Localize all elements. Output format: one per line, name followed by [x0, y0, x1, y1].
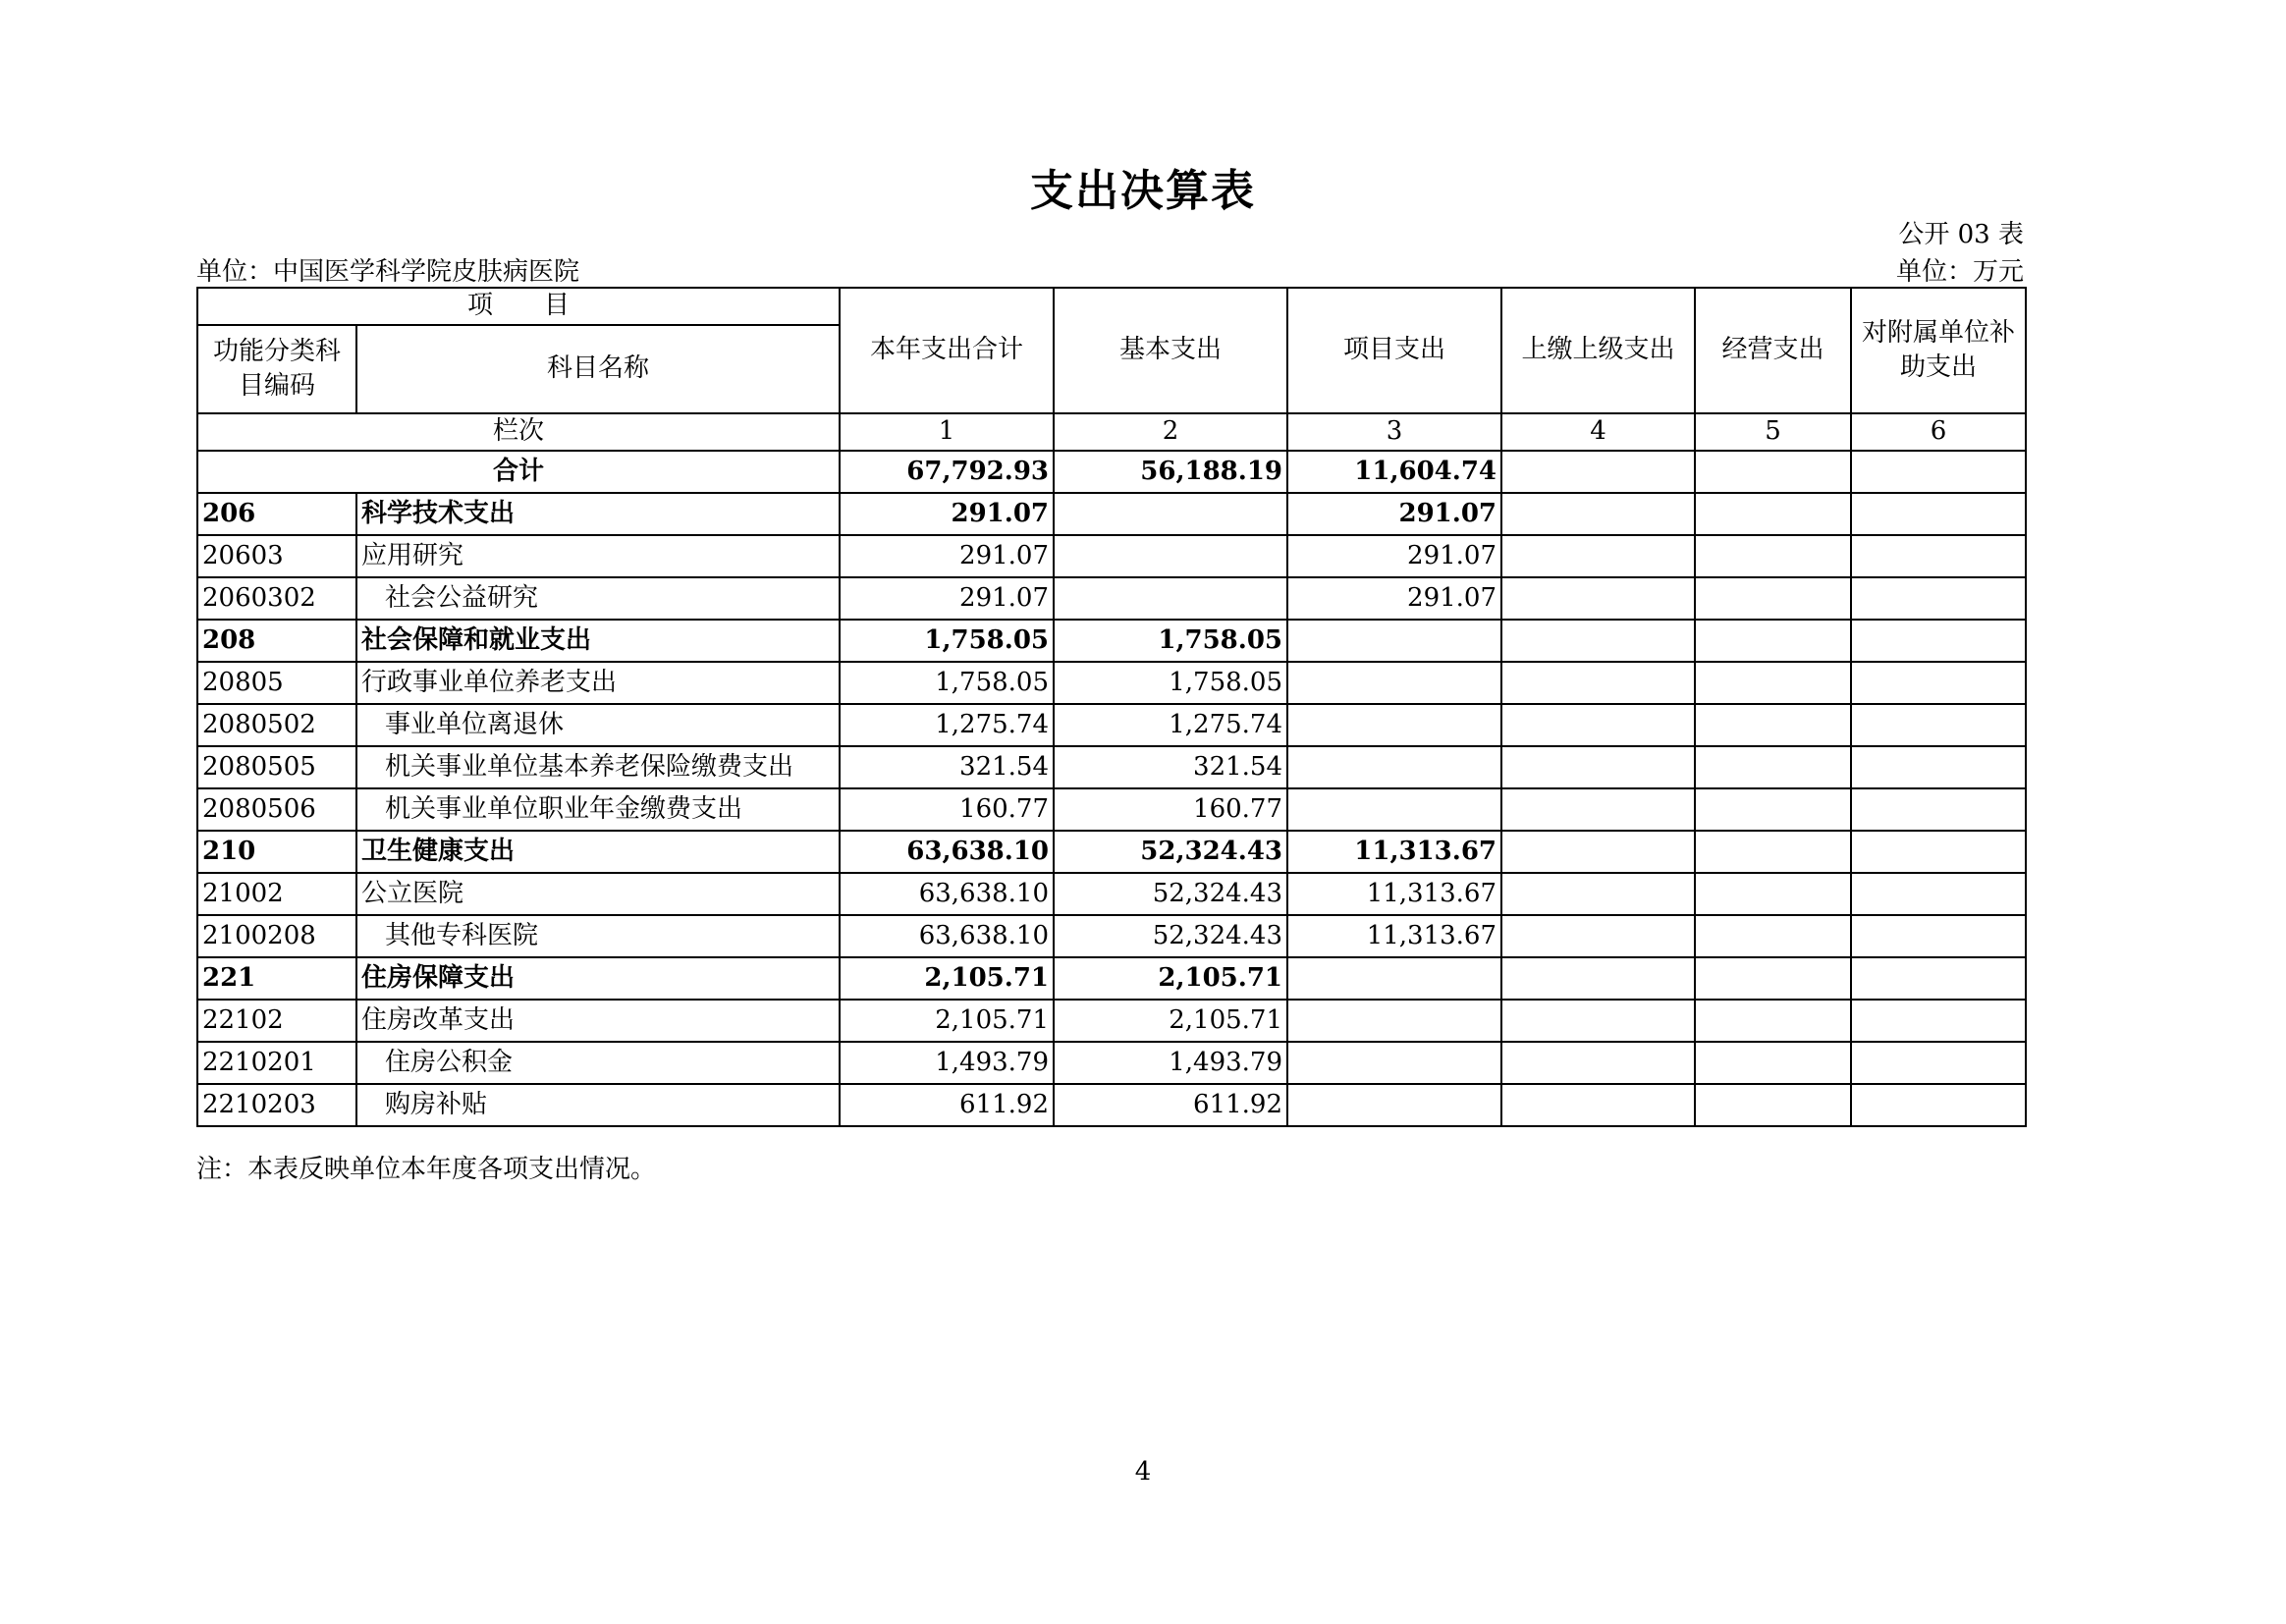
subsidy-cell: [1851, 873, 2026, 915]
subsidy-cell: [1851, 704, 2026, 746]
form-number: 公开 03 表: [1898, 220, 2024, 249]
project-cell: [1287, 746, 1501, 788]
code-cell: 20805: [197, 662, 356, 704]
operation-cell: [1695, 788, 1851, 831]
total-cell: 63,638.10: [840, 873, 1054, 915]
total-cell: 611.92: [840, 1084, 1054, 1126]
upper-cell: [1501, 873, 1695, 915]
header-operation: 经营支出: [1695, 288, 1851, 413]
operation-cell: [1695, 451, 1851, 493]
basic-cell: 611.92: [1054, 1084, 1287, 1126]
header-basic: 基本支出: [1054, 288, 1287, 413]
total-cell: 291.07: [840, 493, 1054, 535]
expenditure-table: [196, 287, 2027, 1127]
operation-cell: [1695, 746, 1851, 788]
basic-cell: 1,758.05: [1054, 620, 1287, 662]
subsidy-cell: [1851, 493, 2026, 535]
header-upper: 上缴上级支出: [1501, 288, 1695, 413]
subsidy-cell: [1851, 746, 2026, 788]
basic-cell: 2,105.71: [1054, 957, 1287, 1000]
basic-cell: 56,188.19: [1054, 451, 1287, 493]
upper-cell: [1501, 1000, 1695, 1042]
name-cell: 应用研究: [356, 535, 840, 577]
basic-cell: [1054, 535, 1287, 577]
operation-cell: [1695, 620, 1851, 662]
name-cell: 其他专科医院: [356, 915, 840, 957]
total-cell: 160.77: [840, 788, 1054, 831]
name-cell: 社会公益研究: [356, 577, 840, 620]
name-cell: 机关事业单位基本养老保险缴费支出: [356, 746, 840, 788]
table-row: [197, 873, 2026, 915]
total-cell: 63,638.10: [840, 915, 1054, 957]
header-total: 本年支出合计: [840, 288, 1054, 413]
operation-cell: [1695, 704, 1851, 746]
code-cell: 22102: [197, 1000, 356, 1042]
column-index: 2: [1054, 413, 1287, 451]
code-cell: 2060302: [197, 577, 356, 620]
basic-cell: 1,275.74: [1054, 704, 1287, 746]
column-index: 4: [1501, 413, 1695, 451]
table-row: [197, 662, 2026, 704]
operation-cell: [1695, 873, 1851, 915]
table-row: [197, 1042, 2026, 1084]
column-index: 6: [1851, 413, 2026, 451]
project-cell: [1287, 788, 1501, 831]
reporting-unit: 单位：中国医学科学院皮肤病医院: [196, 257, 580, 287]
upper-cell: [1501, 1042, 1695, 1084]
name-cell: 公立医院: [356, 873, 840, 915]
upper-cell: [1501, 620, 1695, 662]
subsidy-cell: [1851, 915, 2026, 957]
upper-cell: [1501, 451, 1695, 493]
total-cell: 291.07: [840, 535, 1054, 577]
project-cell: 11,313.67: [1287, 873, 1501, 915]
header-item: 项 目: [197, 288, 840, 325]
total-cell: 2,105.71: [840, 957, 1054, 1000]
name-cell: 机关事业单位职业年金缴费支出: [356, 788, 840, 831]
table-row: [197, 704, 2026, 746]
subsidy-cell: [1851, 535, 2026, 577]
upper-cell: [1501, 535, 1695, 577]
project-cell: 11,604.74: [1287, 451, 1501, 493]
operation-cell: [1695, 662, 1851, 704]
total-row: [197, 451, 2026, 493]
code-cell: 2210203: [197, 1084, 356, 1126]
total-cell: 67,792.93: [840, 451, 1054, 493]
upper-cell: [1501, 493, 1695, 535]
subsidy-cell: [1851, 1042, 2026, 1084]
operation-cell: [1695, 1042, 1851, 1084]
subsidy-cell: [1851, 957, 2026, 1000]
name-cell: 卫生健康支出: [356, 831, 840, 873]
name-cell: 科学技术支出: [356, 493, 840, 535]
upper-cell: [1501, 577, 1695, 620]
column-index: 5: [1695, 413, 1851, 451]
operation-cell: [1695, 1084, 1851, 1126]
operation-cell: [1695, 1000, 1851, 1042]
table-row: [197, 1000, 2026, 1042]
column-index: 1: [840, 413, 1054, 451]
table-row: [197, 915, 2026, 957]
total-cell: 2,105.71: [840, 1000, 1054, 1042]
upper-cell: [1501, 957, 1695, 1000]
operation-cell: [1695, 577, 1851, 620]
code-cell: 2080506: [197, 788, 356, 831]
project-cell: 11,313.67: [1287, 915, 1501, 957]
header-code: 功能分类科目编码: [197, 325, 356, 413]
code-cell: 206: [197, 493, 356, 535]
table-row: [197, 788, 2026, 831]
operation-cell: [1695, 535, 1851, 577]
name-cell: 社会保障和就业支出: [356, 620, 840, 662]
name-cell: 住房公积金: [356, 1042, 840, 1084]
basic-cell: 52,324.43: [1054, 873, 1287, 915]
total-label: 合计: [197, 451, 840, 493]
table-row: [197, 1084, 2026, 1126]
total-cell: 1,275.74: [840, 704, 1054, 746]
project-cell: [1287, 1000, 1501, 1042]
column-index-label: 栏次: [197, 413, 840, 451]
operation-cell: [1695, 831, 1851, 873]
table-row: [197, 746, 2026, 788]
subsidy-cell: [1851, 788, 2026, 831]
subsidy-cell: [1851, 620, 2026, 662]
page-number: 4: [1134, 1457, 1152, 1487]
code-cell: 21002: [197, 873, 356, 915]
project-cell: 11,313.67: [1287, 831, 1501, 873]
subsidy-cell: [1851, 831, 2026, 873]
table-note: 注：本表反映单位本年度各项支出情况。: [196, 1155, 657, 1184]
project-cell: 291.07: [1287, 493, 1501, 535]
code-cell: 221: [197, 957, 356, 1000]
total-cell: 291.07: [840, 577, 1054, 620]
column-index: 3: [1287, 413, 1501, 451]
basic-cell: 52,324.43: [1054, 915, 1287, 957]
code-cell: 2210201: [197, 1042, 356, 1084]
table-row: [197, 620, 2026, 662]
operation-cell: [1695, 957, 1851, 1000]
header-subsidy: 对附属单位补助支出: [1851, 288, 2026, 413]
operation-cell: [1695, 915, 1851, 957]
project-cell: [1287, 620, 1501, 662]
project-cell: [1287, 1042, 1501, 1084]
total-cell: 321.54: [840, 746, 1054, 788]
upper-cell: [1501, 1084, 1695, 1126]
code-cell: 208: [197, 620, 356, 662]
upper-cell: [1501, 831, 1695, 873]
basic-cell: 321.54: [1054, 746, 1287, 788]
header-project: 项目支出: [1287, 288, 1501, 413]
total-cell: 1,758.05: [840, 662, 1054, 704]
subsidy-cell: [1851, 662, 2026, 704]
project-cell: [1287, 957, 1501, 1000]
project-cell: [1287, 1084, 1501, 1126]
basic-cell: 1,758.05: [1054, 662, 1287, 704]
subsidy-cell: [1851, 451, 2026, 493]
upper-cell: [1501, 662, 1695, 704]
name-cell: 事业单位离退休: [356, 704, 840, 746]
total-cell: 1,493.79: [840, 1042, 1054, 1084]
operation-cell: [1695, 493, 1851, 535]
page-title: 支出决算表: [1030, 166, 1256, 216]
project-cell: 291.07: [1287, 535, 1501, 577]
basic-cell: 52,324.43: [1054, 831, 1287, 873]
upper-cell: [1501, 915, 1695, 957]
basic-cell: [1054, 577, 1287, 620]
project-cell: 291.07: [1287, 577, 1501, 620]
upper-cell: [1501, 746, 1695, 788]
table-row: [197, 957, 2026, 1000]
table-row: [197, 577, 2026, 620]
basic-cell: [1054, 493, 1287, 535]
code-cell: 2080502: [197, 704, 356, 746]
name-cell: 住房保障支出: [356, 957, 840, 1000]
subsidy-cell: [1851, 577, 2026, 620]
subsidy-cell: [1851, 1000, 2026, 1042]
code-cell: 20603: [197, 535, 356, 577]
basic-cell: 2,105.71: [1054, 1000, 1287, 1042]
code-cell: 2100208: [197, 915, 356, 957]
total-cell: 63,638.10: [840, 831, 1054, 873]
basic-cell: 1,493.79: [1054, 1042, 1287, 1084]
name-cell: 住房改革支出: [356, 1000, 840, 1042]
code-cell: 2080505: [197, 746, 356, 788]
basic-cell: 160.77: [1054, 788, 1287, 831]
table-row: [197, 535, 2026, 577]
upper-cell: [1501, 788, 1695, 831]
code-cell: 210: [197, 831, 356, 873]
project-cell: [1287, 662, 1501, 704]
name-cell: 行政事业单位养老支出: [356, 662, 840, 704]
project-cell: [1287, 704, 1501, 746]
upper-cell: [1501, 704, 1695, 746]
table-row: [197, 493, 2026, 535]
currency-unit: 单位：万元: [1895, 257, 2024, 287]
table-row: [197, 831, 2026, 873]
total-cell: 1,758.05: [840, 620, 1054, 662]
name-cell: 购房补贴: [356, 1084, 840, 1126]
header-name: 科目名称: [356, 325, 840, 413]
subsidy-cell: [1851, 1084, 2026, 1126]
